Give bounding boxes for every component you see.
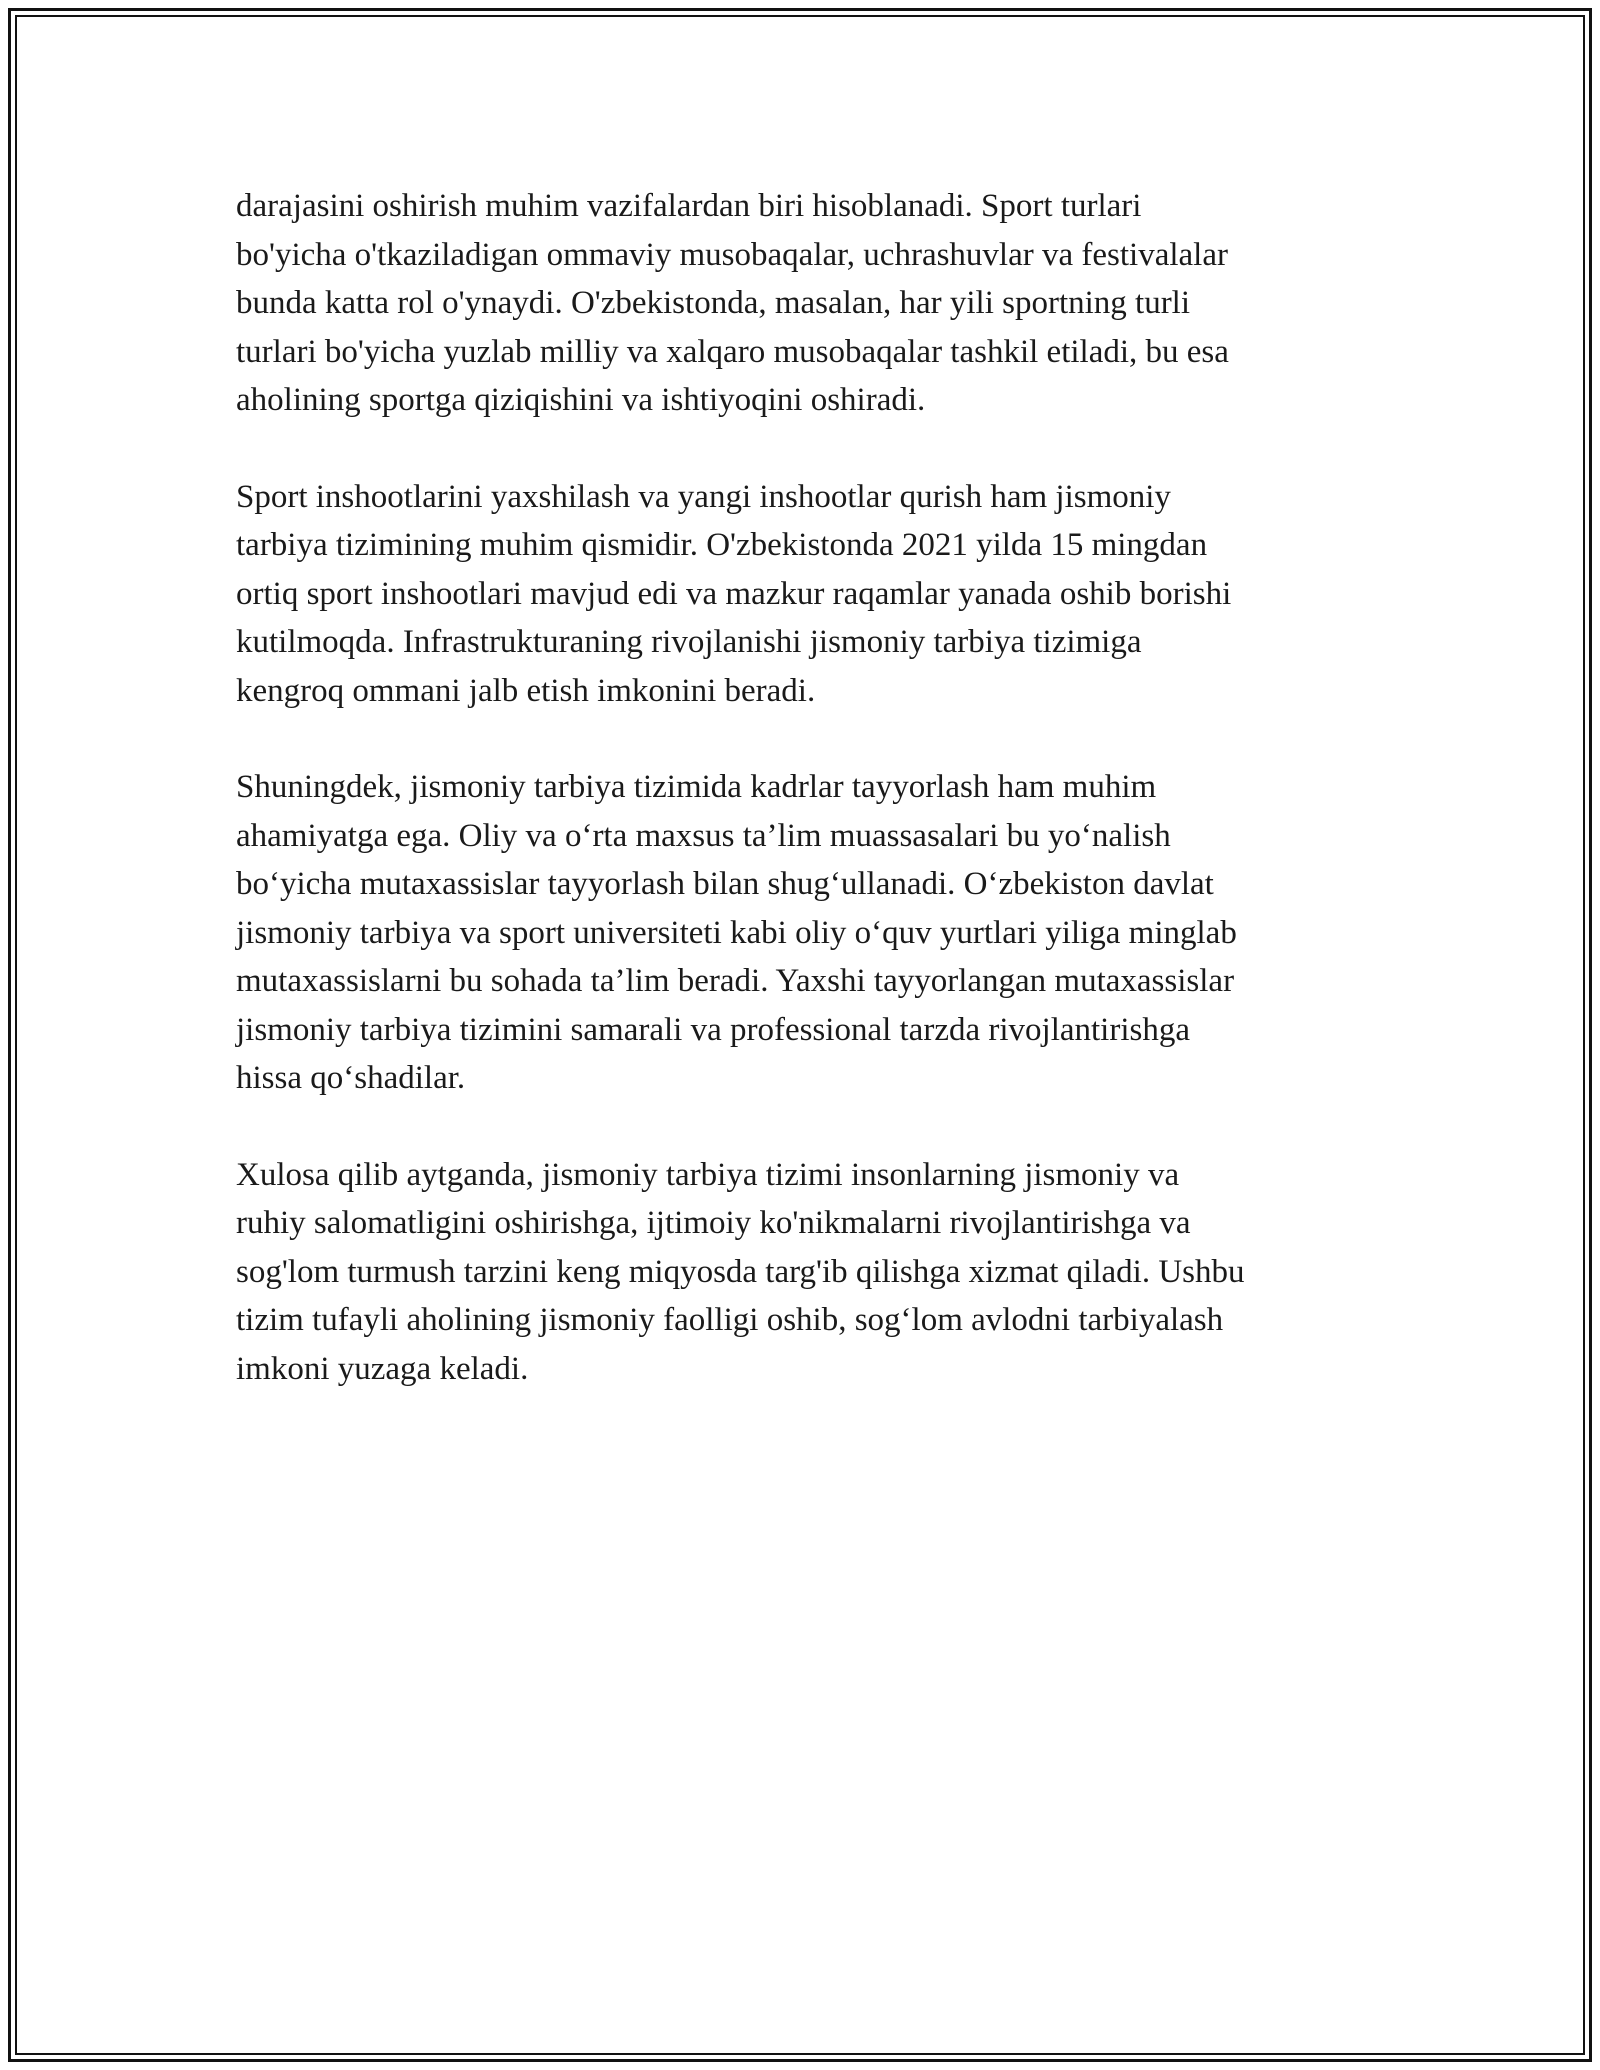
paragraph-3: Shuningdek, jismoniy tarbiya tizimida kadrlar tayyorlash ham muhim ahamiyatga ega. Oliy va o‘rta maxsus ta’lim muassasalari bu yo‘nalish bo‘yicha mutaxassislar tayyorlash bilan shug‘ullanadi. O‘zbekiston davlat jismoniy tarbiya va sport universiteti kabi oliy o‘quv yurtlari yiliga minglab mutaxassislarni bu sohada ta’lim beradi. Yaxshi tayyorlangan mutaxassislar jismoniy tarbiya tizimini samarali va professional tarzda rivojlantirishga hissa qo‘shadilar. xyxy=(236,769,1237,1096)
document-body xyxy=(236,182,1366,1441)
paragraph-4: Xulosa qilib aytganda, jismoniy tarbiya tizimi insonlarning jismoniy va ruhiy salomatligini oshirishga, ijtimoiy ko'nikmalarni rivojlantirishga va sog'lom turmush tarzini keng miqyosda targ'ib qilishga xizmat qiladi. Ushbu tizim tufayli aholining jismoniy faolligi oshib, sog‘lom avlodni tarbiyalash imkoni yuzaga keladi. xyxy=(236,1156,1245,1387)
paragraph-1: darajasini oshirish muhim vazifalardan biri hisoblanadi. Sport turlari bo'yicha o'tkaziladigan ommaviy musobaqalar, uchrashuvlar va festivalalar bunda katta rol o'ynaydi. O'zbekistonda, masalan, har yili sportning turli turlari bo'yicha yuzlab milliy va xalqaro musobaqalar tashkil etiladi, bu esa aholining sportga qiziqishini va ishtiyoqini oshiradi. xyxy=(236,188,1229,418)
paragraph-2: Sport inshootlarini yaxshilash va yangi inshootlar qurish ham jismoniy tarbiya tizimining muhim qismidir. O'zbekistonda 2021 yilda 15 mingdan ortiq sport inshootlari mavjud edi va mazkur raqamlar yanada oshib borishi kutilmoqda. Infrastrukturaning rivojlanishi jismoniy tarbiya tizimiga kengroq ommani jalb etish imkonini beradi. xyxy=(236,478,1232,709)
